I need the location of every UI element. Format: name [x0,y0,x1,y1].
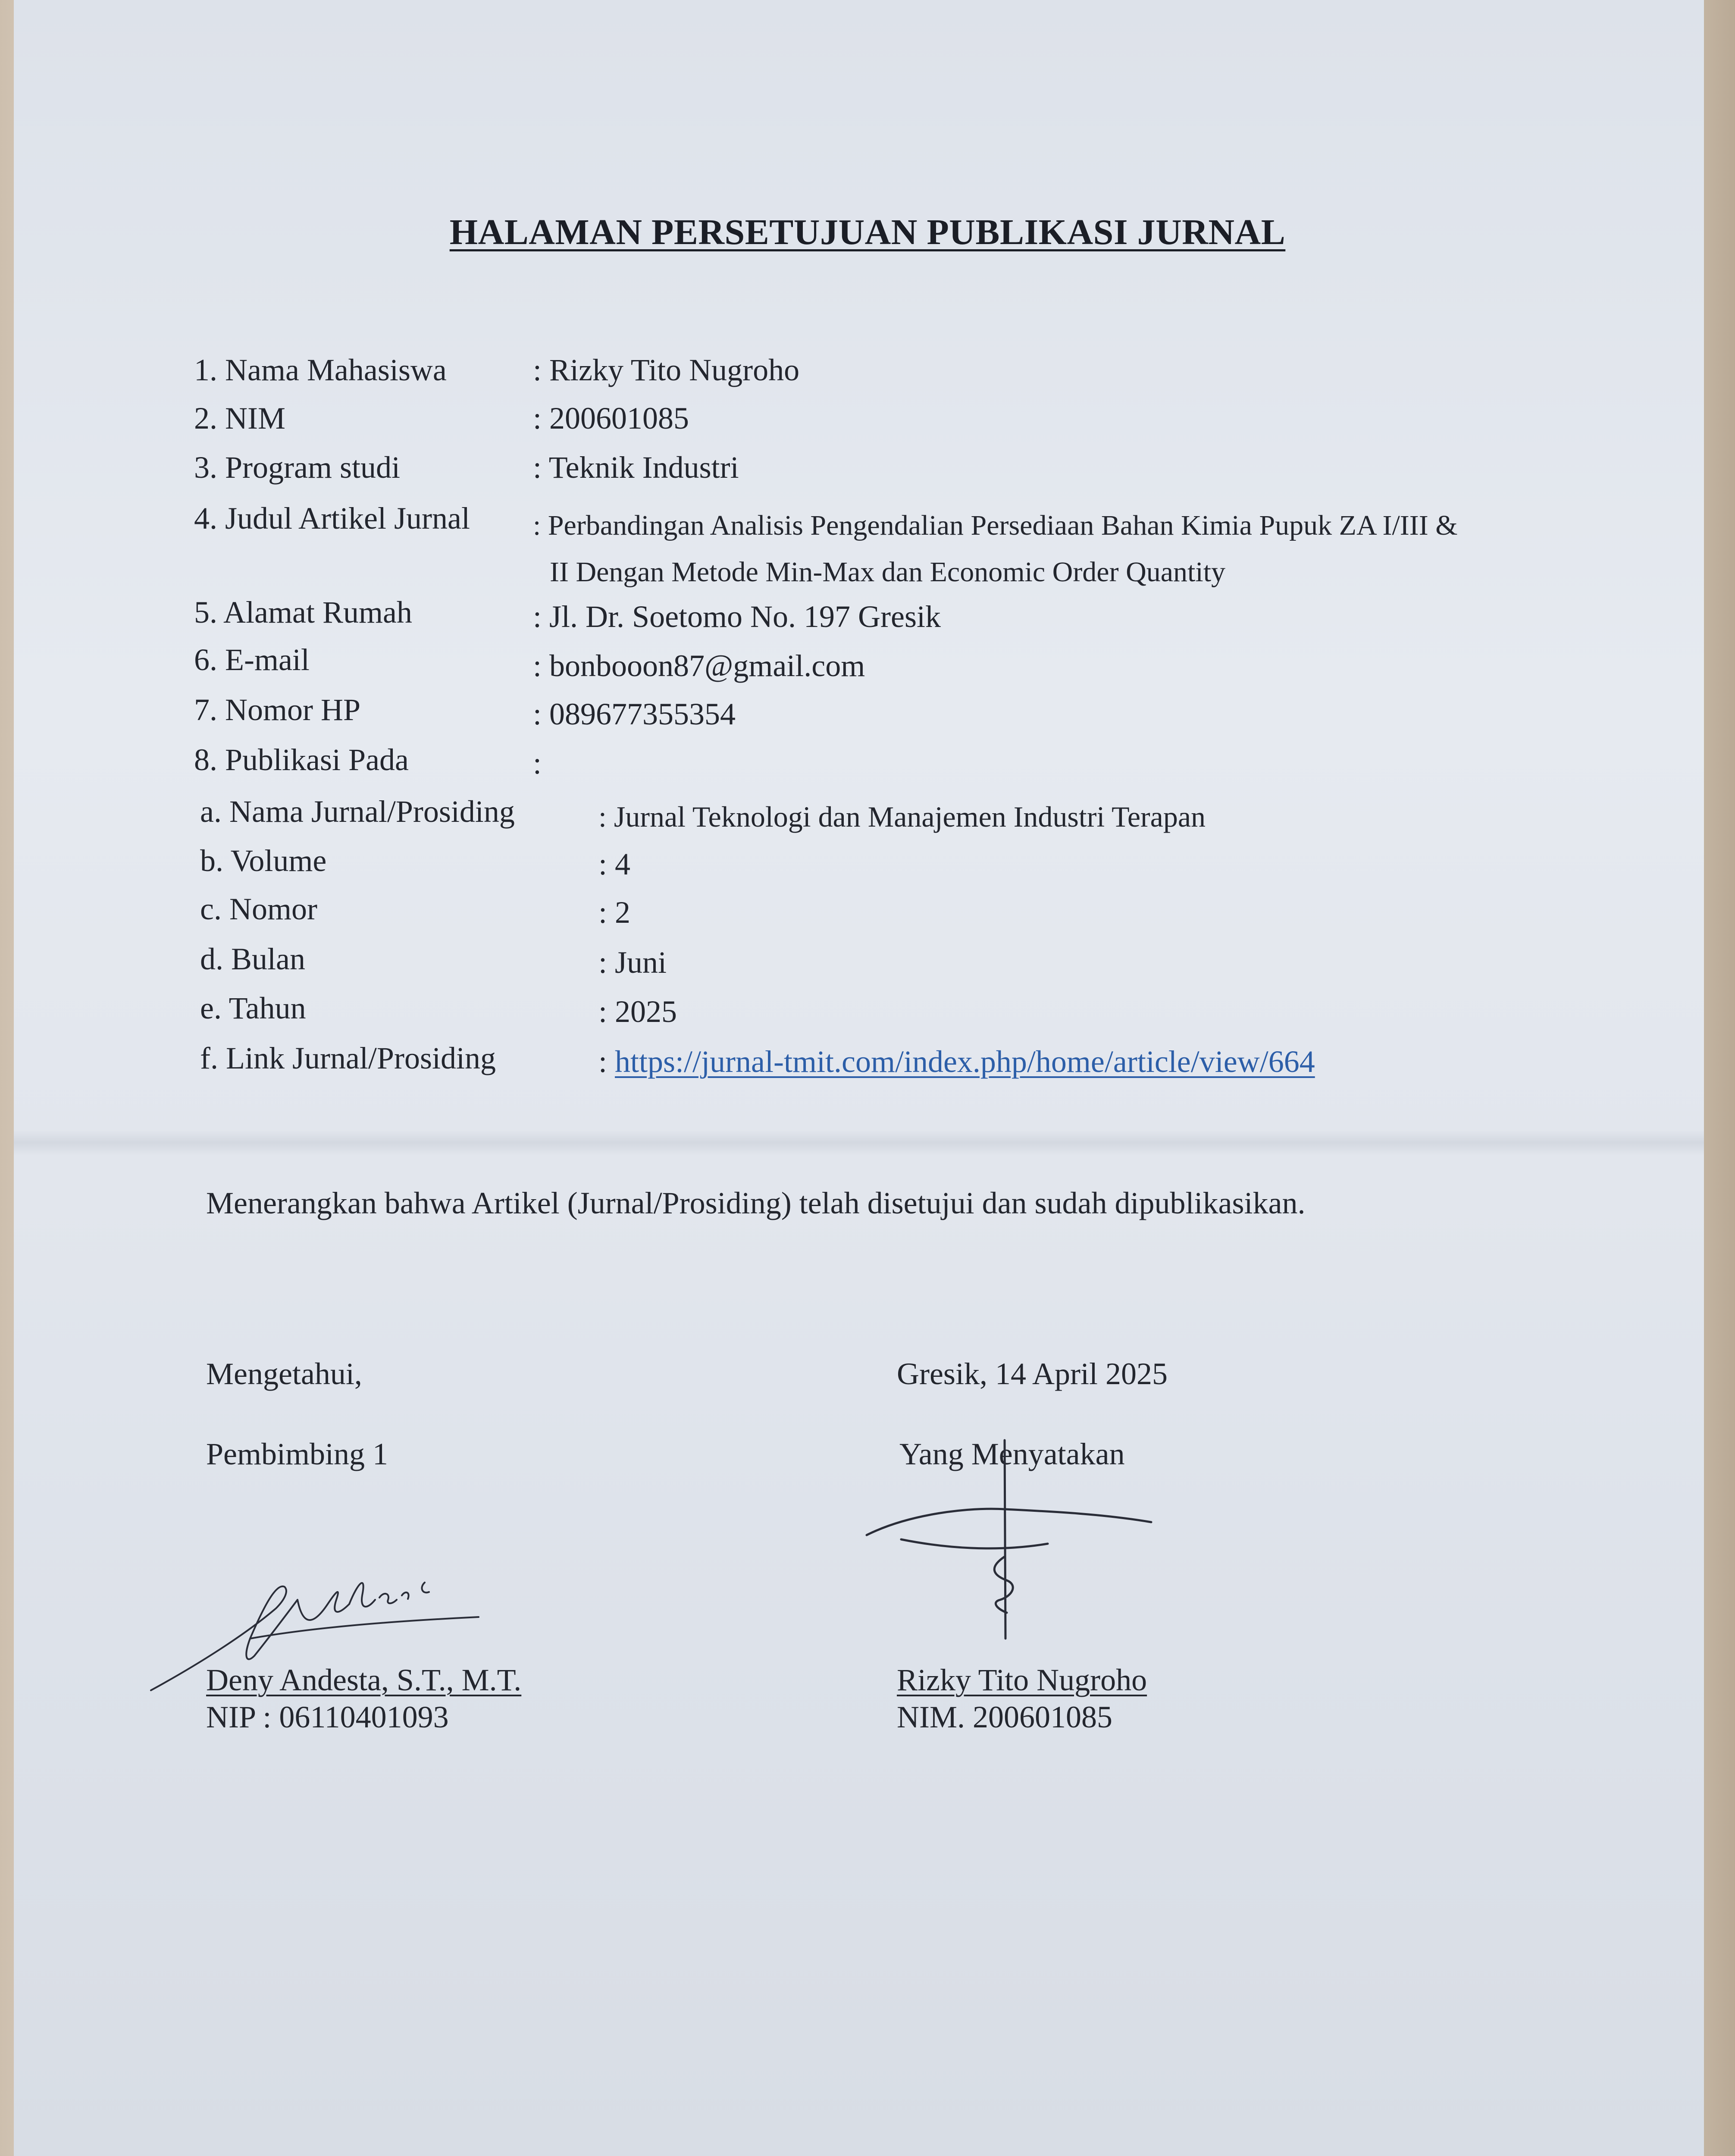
field-value-email: : bonbooon87@gmail.com [533,649,865,683]
field-value-judul: : Perbandingan Analisis Pengendalian Persediaan Bahan Kimia Pupuk ZA I/III & [533,510,1458,541]
pub-value-tahun: : 2025 [598,994,677,1029]
field-value-publikasi: : [533,746,542,780]
student-signature [858,1432,1168,1647]
field-value-nim: : 200601085 [533,401,689,436]
field-label-alamat: 5. Alamat Rumah [194,595,412,630]
field-label-judul: 4. Judul Artikel Jurnal [194,501,470,536]
pub-value-jurnal: : Jurnal Teknologi dan Manajemen Industri Terapan [598,800,1206,833]
pub-label-nomor: c. Nomor [200,892,317,926]
field-label-email: 6. E-mail [194,642,310,677]
field-value-hp: : 089677355354 [533,697,736,731]
field-label-nim: 2. NIM [194,401,285,436]
pub-value-link-prefix: : [598,1044,615,1079]
journal-link[interactable]: https://jurnal-tmit.com/index.php/home/article/view/664 [615,1044,1315,1079]
document-title: HALAMAN PERSETUJUAN PUBLIKASI JURNAL [449,212,1286,252]
field-value-prodi: : Teknik Industri [533,450,739,485]
pub-label-volume: b. Volume [200,843,327,878]
pub-label-jurnal: a. Nama Jurnal/Prosiding [200,794,515,829]
left-sign-nip: NIP : 06110401093 [206,1700,449,1734]
field-label-publikasi: 8. Publikasi Pada [194,743,409,777]
left-sign-heading: Mengetahui, [206,1357,362,1391]
right-sign-place-date: Gresik, 14 April 2025 [897,1357,1168,1391]
pub-label-link: f. Link Jurnal/Prosiding [200,1041,496,1075]
pub-label-bulan: d. Bulan [200,942,305,976]
right-sign-role: Yang Menyatakan [899,1437,1125,1471]
field-value-judul-cont: II Dengan Metode Min-Max dan Economic Order Quantity [550,556,1226,588]
right-sign-nim: NIM. 200601085 [897,1700,1112,1734]
paper-fold [14,1130,1704,1156]
field-value-alamat: : Jl. Dr. Soetomo No. 197 Gresik [533,599,941,634]
field-label-nama: 1. Nama Mahasiswa [194,353,447,387]
approval-statement: Menerangkan bahwa Artikel (Jurnal/Prosiding) telah disetujui dan sudah dipublikasikan. [206,1186,1306,1220]
left-sign-role: Pembimbing 1 [206,1437,388,1471]
pub-value-bulan: : Juni [598,945,667,980]
left-sign-name: Deny Andesta, S.T., M.T. [206,1663,522,1697]
pub-label-tahun: e. Tahun [200,991,306,1025]
field-value-nama: : Rizky Tito Nugroho [533,353,800,387]
pub-value-link-row [598,1046,1315,1077]
pub-value-volume: : 4 [598,847,631,881]
pub-value-nomor: : 2 [598,895,631,930]
field-label-hp: 7. Nomor HP [194,693,361,727]
field-label-prodi: 3. Program studi [194,450,400,485]
right-sign-name: Rizky Tito Nugroho [897,1663,1147,1697]
